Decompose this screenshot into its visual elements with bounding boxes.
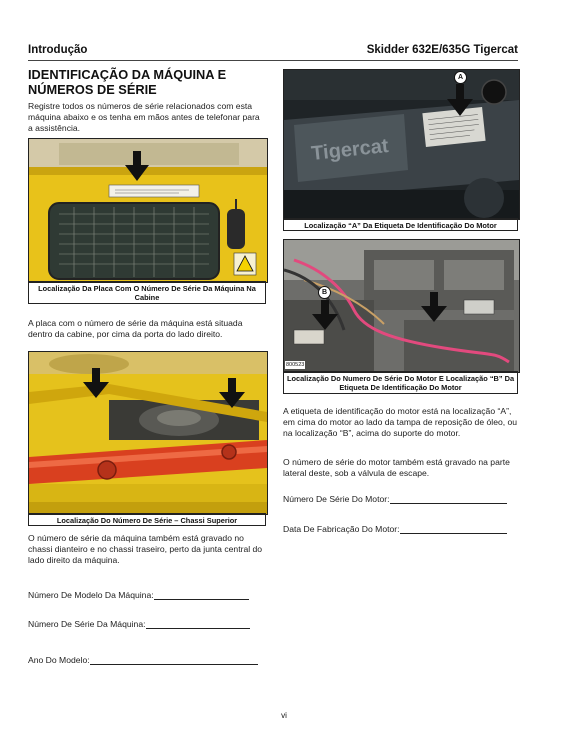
model-number-blank[interactable]	[154, 590, 249, 600]
model-year-label: Ano Do Modelo:	[28, 655, 90, 665]
section-header: Introdução	[28, 44, 88, 56]
left-down-arrow-icon	[83, 368, 109, 398]
chassis-photo-caption: Localização Do Número De Série – Chassi Superior	[28, 513, 266, 526]
engine-paragraph-2: O número de série do motor também está gravado na parte lateral deste, sob a válvula de escape.	[283, 457, 510, 479]
model-year-field	[28, 655, 258, 665]
engine-label-a-photo	[283, 69, 520, 220]
engine-b-down-arrow-icon	[312, 300, 338, 330]
engine-date-blank[interactable]	[400, 524, 507, 534]
chassis-serial-photo	[28, 351, 268, 515]
cabin-photo-caption: Localização Da Placa Com O Número De Série Da Máquina Na Cabine	[28, 281, 266, 304]
cabin-paragraph: A placa com o número de série da máquina está situada dentro da cabine, por cima da porta do lado direito.	[28, 318, 243, 340]
engine-serial-field	[283, 494, 507, 504]
model-year-blank[interactable]	[90, 655, 258, 665]
engine-serial-blank[interactable]	[390, 494, 507, 504]
serial-number-label: Número De Série Da Máquina:	[28, 619, 146, 629]
serial-number-field	[28, 619, 250, 629]
engine-b-caption: Localização Do Numero De Série Do Motor E Localização “B” Da Etiqueta De Identificação Do Motor	[283, 371, 518, 394]
model-number-label: Número De Modelo Da Máquina:	[28, 590, 154, 600]
engine-paragraph-1: A etiqueta de identificação do motor está na localização “A”, em cima do motor ao lado da tampa de reposição de óleo, ou na localização “B”, acima do suporte do motor.	[283, 406, 518, 439]
photo-stamp: 800523	[286, 362, 305, 368]
model-number-field	[28, 590, 249, 600]
intro-paragraph: Registre todos os números de série relacionados com esta máquina abaixo e os tenha em mãos antes de telefonar para a assistência.	[28, 101, 260, 134]
marker-a-badge: A	[454, 71, 467, 84]
page-number: vi	[281, 711, 287, 720]
product-header: Skidder 632E/635G Tigercat	[366, 44, 518, 56]
marker-b-badge: B	[318, 286, 331, 299]
engine-a-down-arrow-icon	[447, 84, 473, 116]
serial-stamp-down-arrow-icon	[421, 292, 447, 322]
engine-serial-label: Número De Série Do Motor:	[283, 494, 390, 504]
engine-brand-text: Tigercat	[310, 134, 390, 165]
serial-number-blank[interactable]	[146, 619, 250, 629]
chassis-paragraph: O número de série da máquina também está gravado no chassi dianteiro e no chassi traseiro, perto da junta central do lado direito da máquina.	[28, 533, 263, 566]
header-divider	[28, 60, 518, 61]
right-down-arrow-icon	[219, 378, 245, 408]
engine-label-b-photo	[283, 239, 520, 373]
page-title: IDENTIFICAÇÃO DA MÁQUINA E NÚMEROS DE SÉRIE	[28, 67, 227, 97]
engine-date-label: Data De Fabricação Do Motor:	[283, 524, 400, 534]
cabin-serial-plate-photo	[28, 138, 268, 283]
engine-a-caption: Localização “A” Da Etiqueta De Identificação Do Motor	[283, 218, 518, 231]
down-arrow-icon	[125, 151, 149, 181]
engine-date-field	[283, 524, 507, 534]
